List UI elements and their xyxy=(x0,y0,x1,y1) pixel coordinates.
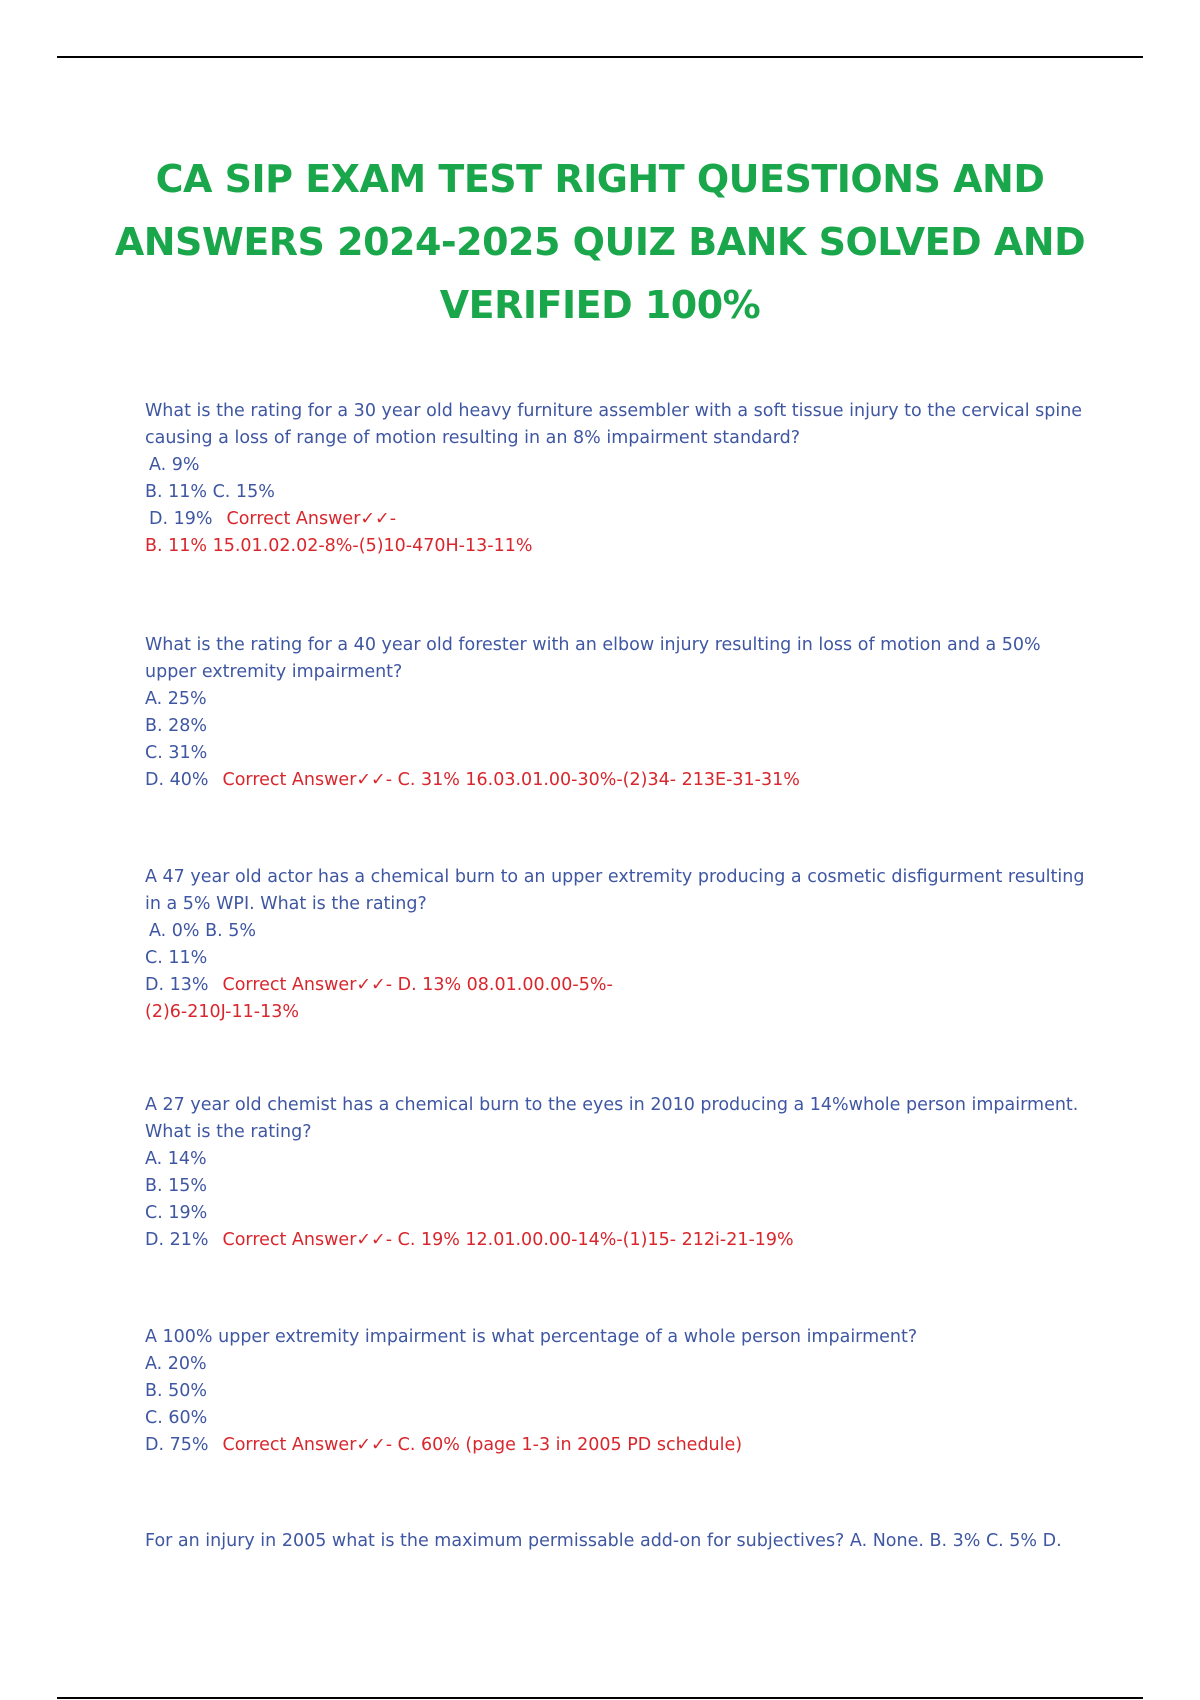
question-text: A 27 year old chemist has a chemical burn to the eyes in 2010 producing a 14%whole person impairment. What is the rating? xyxy=(145,1095,1079,1142)
question-block-1 xyxy=(145,398,1090,560)
correct-answer-label: Correct Answer✓✓- xyxy=(226,509,397,529)
correct-answer-text: Correct Answer✓✓- C. 31% 16.03.01.00-30%-(2)34- 213E-31-31% xyxy=(222,770,800,790)
correct-answer-text: Correct Answer✓✓- C. 19% 12.01.00.00-14%-(1)15- 212i-21-19% xyxy=(222,1230,794,1250)
option-d: D. 75% xyxy=(145,1435,209,1455)
question-block-2 xyxy=(145,632,1090,794)
option-a: A. 20% xyxy=(145,1354,207,1374)
option-c: C. 60% xyxy=(145,1408,208,1428)
option-d-row xyxy=(145,506,1090,533)
question-block-4 xyxy=(145,1092,1090,1254)
option-c: C. 31% xyxy=(145,743,208,763)
option-d-row xyxy=(145,1432,1090,1459)
footer-rule xyxy=(57,1697,1143,1699)
document-title: CA SIP EXAM TEST RIGHT QUESTIONS AND ANSWERS 2024-2025 QUIZ BANK SOLVED AND VERIFIED 100% xyxy=(114,157,1086,327)
option-a: A. 14% xyxy=(145,1149,207,1169)
option-d: D. 40% xyxy=(145,770,209,790)
question-block-5 xyxy=(145,1324,1090,1459)
header-rule xyxy=(57,56,1143,58)
answer-text: B. 11% 15.01.02.02-8%-(5)10-470H-13-11% xyxy=(145,536,533,556)
option-d-row xyxy=(145,1227,1090,1254)
option-b: B. 50% xyxy=(145,1381,208,1401)
question-text: A 100% upper extremity impairment is what percentage of a whole person impairment? xyxy=(145,1327,918,1347)
question-text: What is the rating for a 30 year old heavy furniture assembler with a soft tissue injury to the cervical spine causing a loss of range of motion resulting in an 8% impairment standard? xyxy=(145,401,1083,448)
option-b-c: B. 11% C. 15% xyxy=(145,482,275,502)
option-a: A. 25% xyxy=(145,689,207,709)
option-b: B. 15% xyxy=(145,1176,208,1196)
option-b: B. 28% xyxy=(145,716,208,736)
question-block-3 xyxy=(145,864,1090,1026)
option-d-row xyxy=(145,767,1090,794)
question-text: A 47 year old actor has a chemical burn to an upper extremity producing a cosmetic disfigurment resulting in a 5% WPI. What is the rating? xyxy=(145,867,1085,914)
option-d: D. 21% xyxy=(145,1230,209,1250)
option-d-row xyxy=(145,972,1090,999)
option-c: C. 11% xyxy=(145,948,208,968)
correct-answer-text: Correct Answer✓✓- C. 60% (page 1-3 in 2005 PD schedule) xyxy=(222,1435,743,1455)
question-text: For an injury in 2005 what is the maximum permissable add-on for subjectives? A. None. B. 3% C. 5% D. xyxy=(145,1531,1062,1551)
answer-continuation: (2)6-210J-11-13% xyxy=(145,1002,299,1022)
question-text: What is the rating for a 40 year old forester with an elbow injury resulting in loss of motion and a 50% upper extremity impairment? xyxy=(145,635,1041,682)
option-d: D. 19% xyxy=(149,509,213,529)
correct-answer-text: Correct Answer✓✓- D. 13% 08.01.00.00-5%- xyxy=(222,975,613,995)
option-c: C. 19% xyxy=(145,1203,208,1223)
option-a-b: A. 0% B. 5% xyxy=(149,921,257,941)
option-d: D. 13% xyxy=(145,975,209,995)
question-block-6 xyxy=(145,1528,1090,1555)
option-a: A. 9% xyxy=(149,455,200,475)
